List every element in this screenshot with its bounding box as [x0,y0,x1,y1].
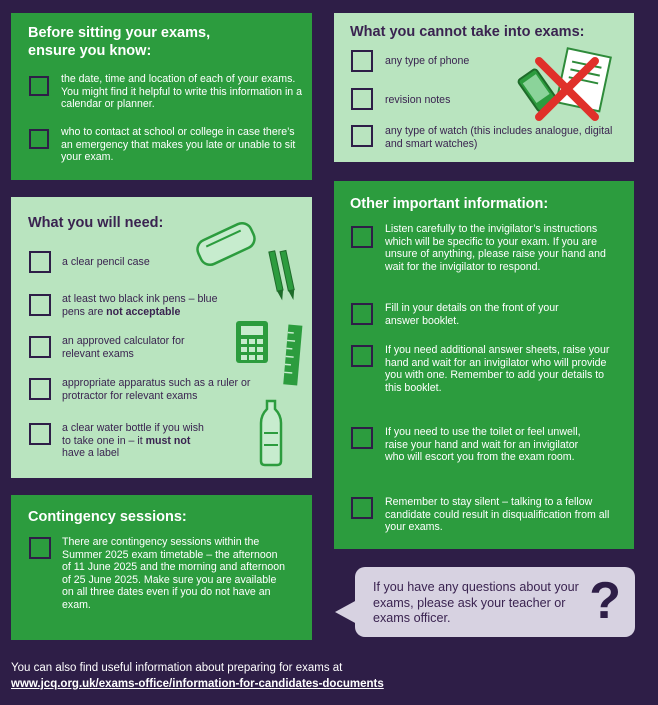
questions-text: If you have any questions about your exams, please ask your teacher or exams officer. [373,580,579,625]
checklist-item [29,422,229,460]
item-text: the date, time and location of each of your exams. You might find it helpful to write this information in a calendar or planner. [61,73,303,111]
checklist-item [29,377,259,402]
cannot-take-title: What you cannot take into exams: [350,24,585,40]
checkbox[interactable] [351,88,373,110]
item-text: any type of phone [385,55,470,67]
checkbox[interactable] [29,129,49,149]
item-text: a clear pencil case [62,256,150,268]
question-mark-icon: ? [589,572,621,630]
checklist-item [29,251,209,273]
calculator-icon [234,319,274,369]
checklist-item [29,126,309,164]
checkbox[interactable] [351,50,373,72]
checkbox[interactable] [351,427,373,449]
checkbox[interactable] [29,423,51,445]
checkbox[interactable] [351,125,373,147]
checklist-item [29,335,229,360]
item-text: a clear water bottle if you wish to take one in – it must not have a label [62,422,204,460]
footer-text: You can also find useful information about preparing for exams at [11,662,343,674]
checklist-item [351,88,531,110]
checkbox[interactable] [29,378,51,400]
ruler-icon [281,323,311,393]
pens-icon [266,245,306,305]
item-text: an approved calculator for relevant exams [62,335,185,360]
cannot-take-panel [334,13,634,162]
questions-speech-bubble [355,567,635,637]
item-text: If you need additional answer sheets, raise your hand and wait for an invigilator who will provide you with one. Remember to add your details to this booklet. [385,344,610,394]
checklist-item [29,73,309,111]
item-text: Listen carefully to the invigilator’s instructions which will be specific to your exam. If you are unsure of anything, please raise your hand and wait for the invigilator to respond. [385,223,606,273]
item-text: any type of watch (this includes analogue, digital and smart watches) [385,125,613,150]
checkbox[interactable] [29,294,51,316]
water-bottle-icon [256,399,286,469]
item-text: Fill in your details on the front of your answer booklet. [385,302,559,327]
other-info-panel [334,181,634,549]
pencil-case-icon [191,219,261,269]
checkbox[interactable] [351,497,373,519]
checklist-item [351,344,631,394]
checklist-item [351,223,631,273]
item-text: revision notes [385,94,451,106]
checklist-item [351,302,631,327]
checkbox[interactable] [351,345,373,367]
jcq-link[interactable]: www.jcq.org.uk/exams-office/information-for-candidates-documents [11,678,384,690]
checklist-item [29,293,239,318]
checkbox[interactable] [29,537,51,559]
checklist-item [351,496,631,534]
checkbox[interactable] [29,251,51,273]
checklist-item [29,536,309,612]
checklist-item [351,426,631,464]
footer [11,660,384,692]
contingency-panel [11,495,312,640]
no-phone-notes-icon [517,43,617,123]
item-text: appropriate apparatus such as a ruler or protractor for relevant exams [62,377,251,402]
checkbox[interactable] [351,303,373,325]
item-text: If you need to use the toilet or feel unwell, raise your hand and wait for an invigilator who will escort you from the exam room. [385,426,581,464]
checkbox[interactable] [351,226,373,248]
item-text: Remember to stay silent – talking to a fellow candidate could result in disqualification from all your exams. [385,496,610,534]
will-need-panel [11,197,312,478]
checkbox[interactable] [29,76,49,96]
checklist-item [351,125,631,150]
will-need-title: What you will need: [28,215,164,231]
speech-bubble-tail [335,600,357,624]
item-text: who to contact at school or college in case there’s an emergency that makes you late or unable to sit your exam. [61,126,296,164]
item-text: There are contingency sessions within the Summer 2025 exam timetable – the afternoon of 11 June 2025 and the morning and afternoon of 25 June 2025. Make sure you are available on all three dates even if you do not have an exam. [62,536,286,611]
other-info-title: Other important information: [350,196,549,212]
contingency-title: Contingency sessions: [28,509,187,525]
item-text: at least two black ink pens – blue pens are not acceptable [62,293,218,318]
before-exams-panel [11,13,312,180]
checkbox[interactable] [29,336,51,358]
before-exams-title: Before sitting your exams, ensure you know: [28,25,211,59]
checklist-item [351,50,531,72]
